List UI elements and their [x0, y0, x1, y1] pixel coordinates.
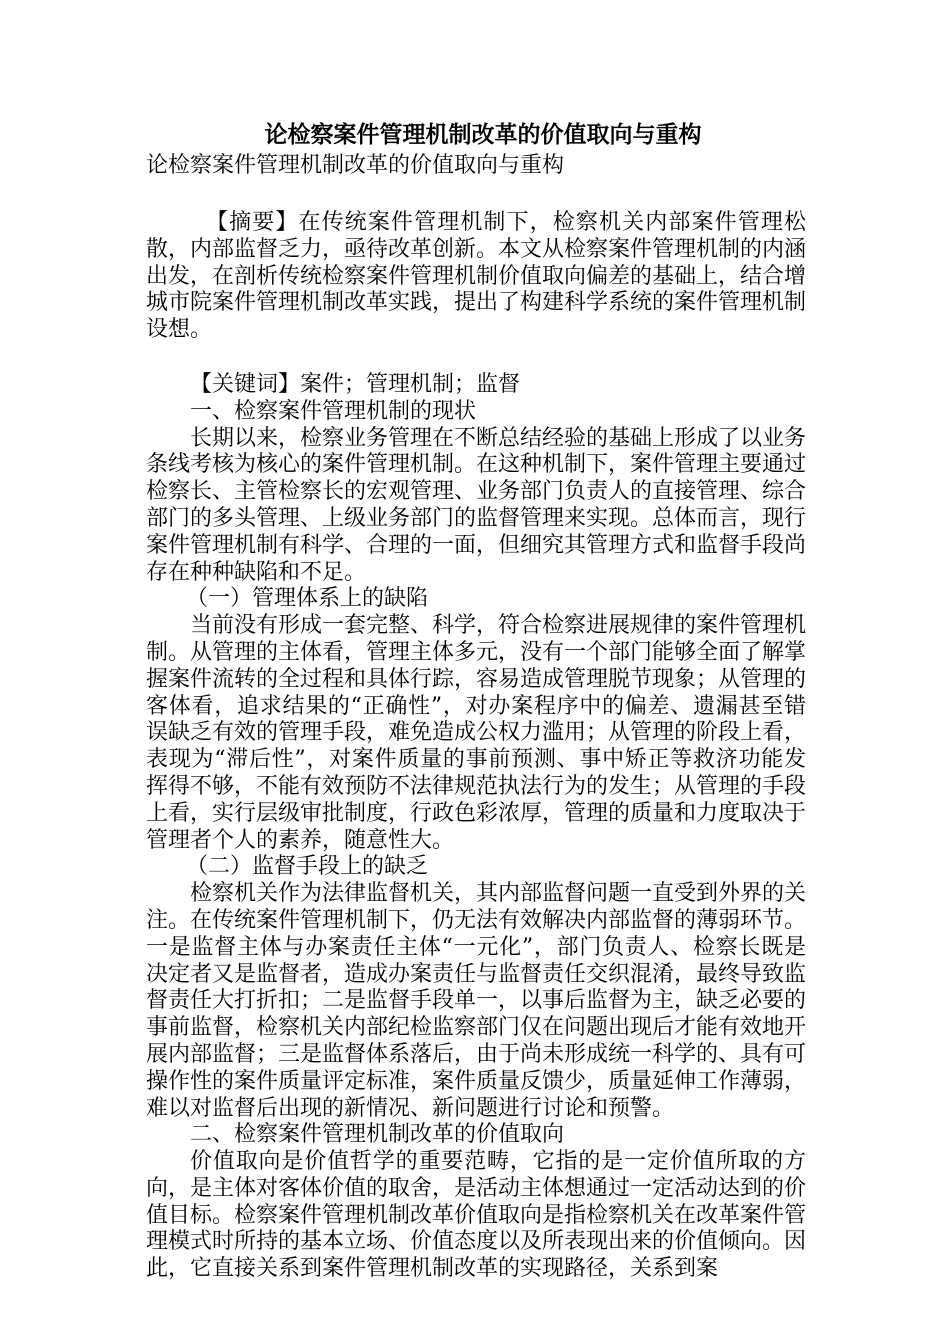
abstract-paragraph: 【摘要】在传统案件管理机制下，检察机关内部案件管理松散，内部监督乏力，亟待改革创新。本文从检察案件管理机制的内涵出发，在剖析传统检察案件管理机制价值取向偏差的基础上，结合增城市院案件管理机制改革实践，提出了构建科学系统的案件管理机制设想。	[146, 210, 807, 343]
section-paragraph-2: 价值取向是价值哲学的重要范畴，它指的是一定价值所取的方向，是主体对客体价值的取舍，是活动主体想通过一定活动达到的价值目标。检察案件管理机制改革价值取向是指检察机关在改革案件管理模式时所持的基本立场、价值态度以及所表现出来的价值倾向。因此，它直接关系到案件管理机制改革的实现路径，关系到案	[146, 1149, 807, 1282]
document-page	[146, 118, 806, 1283]
document-title: 论检察案件管理机制改革的价值取向与重构	[264, 121, 702, 148]
document-subtitle: 论检察案件管理机制改革的价值取向与重构	[146, 153, 565, 178]
section-paragraph-1: 长期以来，检察业务管理在不断总结经验的基础上形成了以业务条线考核为核心的案件管理机制。在这种机制下，案件管理主要通过检察长、主管检察长的宏观管理、业务部门负责人的直接管理、综合部门的多头管理、上级业务部门的监督管理来实现。总体而言，现行案件管理机制有科学、合理的一面，但细究其管理方式和监督手段尚存在种种缺陷和不足。	[146, 425, 807, 585]
subsection-paragraph-2: 检察机关作为法律监督机关，其内部监督问题一直受到外界的关注。在传统案件管理机制下，仍无法有效解决内部监督的薄弱环节。一是监督主体与办案责任主体“一元化”，部门负责人、检察长既是决定者又是监督者，造成办案责任与监督责任交织混淆，最终导致监督责任大打折扣；二是监督手段单一，以事后监督为主，缺乏必要的事前监督，检察机关内部纪检监察部门仅在问题出现后才能有效地开展内部监督；三是监督体系落后，由于尚未形成统一科学的、具有可操作性的案件质量评定标准，案件质量反馈少，质量延伸工作薄弱，难以对监督后出现的新情况、新问题进行讨论和预警。	[146, 881, 807, 1121]
subsection-heading-2: （二）监督手段上的缺乏	[186, 854, 429, 880]
section-heading-1: 一、检察案件管理机制的现状	[190, 398, 477, 424]
subsection-heading-1: （一）管理体系上的缺陷	[186, 586, 429, 612]
section-heading-2: 二、检察案件管理机制改革的价值取向	[190, 1122, 565, 1148]
subsection-paragraph-1: 当前没有形成一套完整、科学，符合检察进展规律的案件管理机制。从管理的主体看，管理主体多元，没有一个部门能够全面了解掌握案件流转的全过程和具体行踪，容易造成管理脱节现象；从管理的客体看，追求结果的“正确性”，对办案程序中的偏差、遗漏甚至错误缺乏有效的管理手段，难免造成公权力滥用；从管理的阶段上看，表现为“滞后性”，对案件质量的事前预测、事中矫正等救济功能发挥得不够，不能有效预防不法律规范执法行为的发生；从管理的手段上看，实行层级审批制度，行政色彩浓厚，管理的质量和力度取决于管理者个人的素养，随意性大。	[146, 613, 807, 853]
keywords-line: 【关键词】案件；管理机制；监督	[190, 371, 521, 397]
blank-line	[146, 180, 806, 210]
blank-line	[146, 344, 806, 372]
